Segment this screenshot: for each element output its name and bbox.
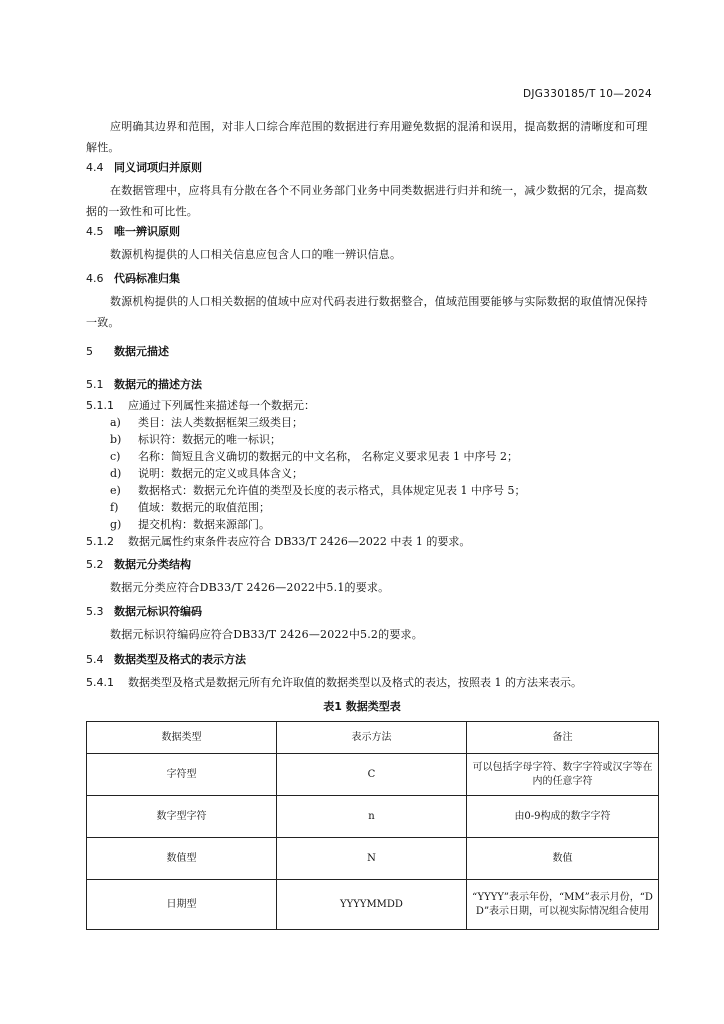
table-cell: “YYYY”表示年份，“MM”表示月份，“DD”表示日期，可以视实际情况组合使用 — [467, 880, 659, 930]
section-5-1-2-text — [86, 533, 470, 549]
list-item — [110, 499, 270, 515]
section-4-4-text: 在数据管理中，应将具有分散在各个不同业务部门业务中同类数据进行归并和统一，减少数据的冗余，提高数据的一致性和可比性。 — [86, 184, 648, 218]
section-5-3-heading — [86, 603, 202, 619]
section-title: 数据元分类结构 — [114, 558, 191, 571]
section-number: 5.4 — [86, 653, 104, 666]
list-item-text: 值域：数据元的取值范围； — [138, 501, 270, 514]
section-5-1-1-body: 应通过下列属性来描述每一个数据元： — [128, 399, 315, 412]
section-number: 5.4.1 — [86, 676, 114, 689]
table-header-cell: 备注 — [467, 722, 659, 754]
table-row — [87, 796, 659, 838]
list-item-text: 说明：数据元的定义或具体含义； — [138, 467, 303, 480]
section-number: 5.1.2 — [86, 535, 114, 548]
table-header-row — [87, 722, 659, 754]
list-item — [110, 482, 525, 498]
table-header-cell: 数据类型 — [87, 722, 277, 754]
document-number: DJG330185/T 10—2024 — [523, 88, 652, 100]
section-number: 4.4 — [86, 161, 104, 174]
table-cell: C — [277, 754, 467, 796]
list-item-text: 提交机构：数据来源部门。 — [138, 518, 270, 531]
section-title: 数据元标识符编码 — [114, 605, 202, 618]
table-cell: 字符型 — [87, 754, 277, 796]
list-item-label: d) — [110, 467, 122, 480]
table-cell: 由0-9构成的数字字符 — [467, 796, 659, 838]
table-cell: N — [277, 838, 467, 880]
list-item — [110, 414, 303, 430]
section-title: 同义词项归并原则 — [114, 161, 202, 174]
table-cell: YYYYMMDD — [277, 880, 467, 930]
table-cell: 日期型 — [87, 880, 277, 930]
section-4-5-heading — [86, 223, 180, 239]
section-5-1-1-text — [86, 397, 315, 413]
table-row — [87, 880, 659, 930]
list-item-text: 标识符：数据元的唯一标识； — [138, 433, 281, 446]
intro-paragraph: 应明确其边界和范围，对非人口综合库范围的数据进行弃用避免数据的混淆和误用，提高数据的清晰度和可理解性。 — [86, 120, 648, 154]
section-4-6-text: 数源机构提供的人口相关数据的值域中应对代码表进行数据整合，值域范围要能够与实际数据的取值情况保持一致。 — [86, 295, 648, 329]
section-number: 5 — [86, 345, 93, 358]
section-4-4-heading — [86, 159, 202, 175]
section-title: 代码标准归集 — [114, 272, 180, 285]
section-4-5-text: 数源机构提供的人口相关信息应包含人口的唯一辨识信息。 — [110, 248, 402, 261]
section-number: 5.3 — [86, 605, 104, 618]
section-5-1-heading — [86, 376, 202, 392]
section-4-6-heading — [86, 270, 180, 286]
list-item-text: 类目：法人类数据框架三级类目； — [138, 416, 303, 429]
section-title: 数据元描述 — [114, 345, 169, 358]
list-item-label: c) — [110, 450, 121, 463]
data-type-table — [86, 721, 659, 930]
section-number: 4.5 — [86, 225, 104, 238]
table-cell: 数字型字符 — [87, 796, 277, 838]
list-item-text: 名称：简短且含义确切的数据元的中文名称， 名称定义要求见表 1 中序号 2； — [138, 450, 518, 463]
section-title: 数据类型及格式的表示方法 — [114, 653, 246, 666]
list-item-label: e) — [110, 484, 121, 497]
list-item-text: 数据格式：数据元允许值的类型及长度的表示格式，具体规定见表 1 中序号 5； — [138, 484, 526, 497]
section-number: 5.2 — [86, 558, 104, 571]
section-number: 5.1 — [86, 378, 104, 391]
section-5-4-1-text — [86, 674, 582, 690]
section-5-2-heading — [86, 556, 191, 572]
table-header-cell: 表示方法 — [277, 722, 467, 754]
section-5-2-text: 数据元分类应符合DB33/T 2426—2022中5.1的要求。 — [110, 581, 390, 594]
table-cell: 数值 — [467, 838, 659, 880]
section-5-4-heading — [86, 651, 246, 667]
section-5-3-text: 数据元标识符编码应符合DB33/T 2426—2022中5.2的要求。 — [110, 628, 423, 641]
list-item-label: f) — [110, 501, 119, 514]
section-number: 5.1.1 — [86, 399, 114, 412]
section-5-4-1-body: 数据类型及格式是数据元所有允许取值的数据类型以及格式的表达，按照表 1 的方法来表示。 — [128, 676, 582, 689]
table-caption: 表1 数据类型表 — [323, 700, 401, 713]
table-cell: 可以包括字母字符、数字字符或汉字等在内的任意字符 — [467, 754, 659, 796]
table-cell: n — [277, 796, 467, 838]
list-item-label: a) — [110, 416, 121, 429]
section-5-1-2-body: 数据元属性约束条件表应符合 DB33/T 2426—2022 中表 1 的要求。 — [128, 535, 471, 548]
table-row — [87, 754, 659, 796]
section-title: 唯一辨识原则 — [114, 225, 180, 238]
table-cell: 数值型 — [87, 838, 277, 880]
section-5-heading — [86, 343, 169, 359]
list-item — [110, 448, 518, 464]
table-row — [87, 838, 659, 880]
section-title: 数据元的描述方法 — [114, 378, 202, 391]
list-item-label: b) — [110, 433, 122, 446]
list-item — [110, 516, 270, 532]
list-item — [110, 431, 281, 447]
section-number: 4.6 — [86, 272, 104, 285]
list-item-label: g) — [110, 518, 122, 531]
list-item — [110, 465, 303, 481]
